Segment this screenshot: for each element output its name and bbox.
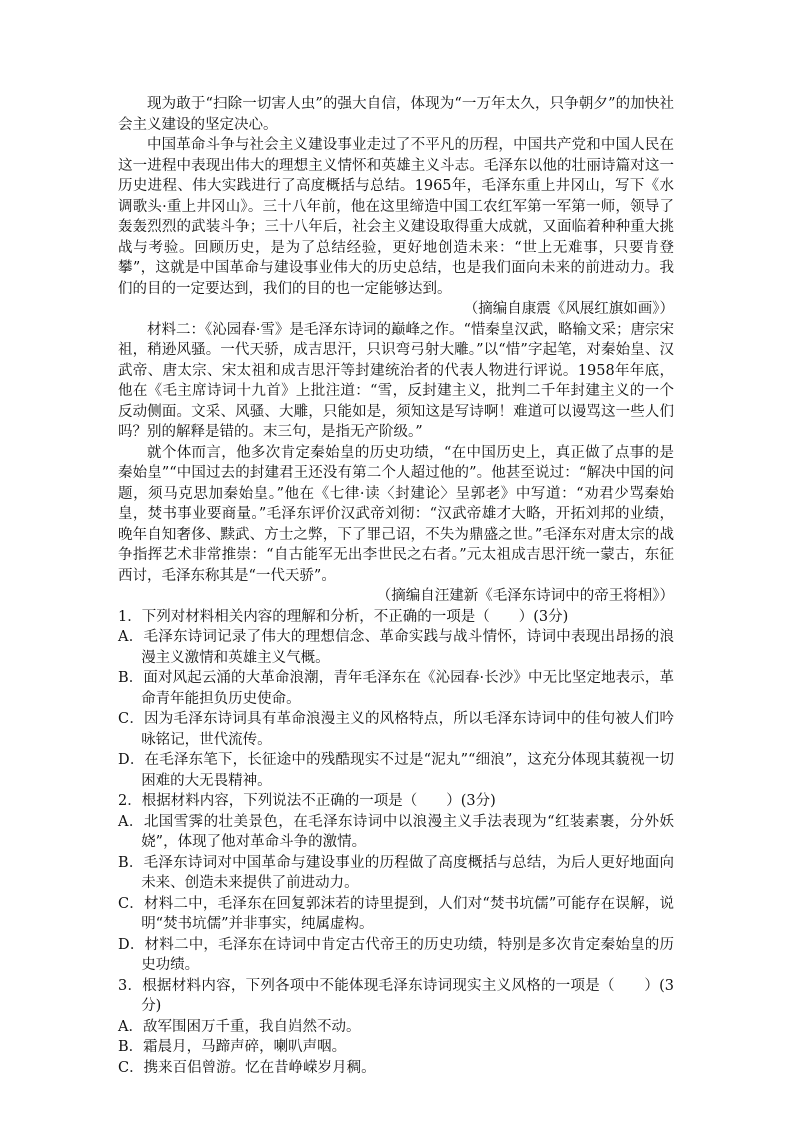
question-option: A．敌军围困万千重，我自岿然不动。 (118, 1018, 361, 1035)
question-stem: 3．根据材料内容，下列各项中不能体现毛泽东诗词现实主义风格的一项是（ ）(3分) (118, 977, 674, 1014)
material2-paragraph-1: 材料二：《沁园春·雪》是毛泽东诗词的巅峰之作。“惜秦皇汉武，略输文采；唐宗宋祖，稍逊风骚。一代天骄，成吉思汗，只识弯弓射大雕。”以“惜”字起笔，对秦始皇、汉武帝、唐太宗、宋太祖和成吉思汗等封建统治者的代表人物进行评说。1958年年底，他在《毛主席诗词十九首》上批注道：“雪，反封建主义，批判二千年封建主义的一个反动侧面。文采、风骚、大雕，只能如是，须知这是写诗啊！难道可以谩骂这一些人们吗？别的解释是错的。末三句，是指无产阶级。” (118, 321, 674, 440)
question-option: C．因为毛泽东诗词具有革命浪漫主义的风格特点，所以毛泽东诗词中的佳句被人们吟咏铭记，世代流传。 (118, 711, 674, 748)
material2-source: （摘编自汪建新《毛泽东诗词中的帝王将相》） (376, 588, 674, 604)
question-2 (118, 791, 674, 976)
material1-paragraph-2: 中国革命斗争与社会主义建设事业走过了不平凡的历程，中国共产党和中国人民在这一进程中表现出伟大的理想主义情怀和英雄主义斗志。毛泽东以他的壮丽诗篇对这一历史进程、伟大实践进行了高度概括与总结。1965年，毛泽东重上井冈山，写下《水调歌头·重上井冈山》。三十八年前，他在这里缔造中国工农红军第一军第一师，领导了轰轰烈烈的武装斗争；三十八年后，社会主义建设取得重大成就，又面临着种种重大挑战与考验。回顾历史，是为了总结经验，更好地创造未来：“世上无难事，只要肯登攀”，这就是中国革命与建设事业伟大的历史总结，也是我们面向未来的前进动力。我们的目的一定要达到，我们的目的也一定能够达到。 (118, 137, 674, 297)
material1-source: （摘编自康震《风展红旗如画》） (463, 301, 674, 317)
question-option: A．毛泽东诗词记录了伟大的理想信念、革命实践与战斗情怀，诗词中表现出昂扬的浪漫主义激情和英雄主义气概。 (118, 629, 674, 666)
material1-paragraph-1: 现为敢于“扫除一切害人虫”的强大自信，体现为“一万年太久，只争朝夕”的加快社会主义建设的坚定决心。 (118, 96, 674, 133)
question-option: B．毛泽东诗词对中国革命与建设事业的历程做了高度概括与总结，为后人更好地面向未来、创造未来提供了前进动力。 (118, 854, 674, 891)
question-stem: 2．根据材料内容，下列说法不正确的一项是（ ）(3分) (118, 793, 496, 809)
question-3 (118, 976, 674, 1079)
question-option: D．材料二中，毛泽东在诗词中肯定古代帝王的历史功绩，特别是多次肯定秦始皇的历史功绩。 (118, 936, 674, 973)
question-1 (118, 607, 674, 792)
question-option: B．面对风起云涌的大革命浪潮，青年毛泽东在《沁园春·长沙》中无比坚定地表示，革命青年能担负历史使命。 (118, 670, 674, 707)
question-option: A．北国雪霁的壮美景色，在毛泽东诗词中以浪漫主义手法表现为“红装素裹，分外妖娆”，体现了他对革命斗争的激情。 (118, 813, 674, 850)
question-option: C．材料二中，毛泽东在回复郭沫若的诗里提到，人们对“焚书坑儒”可能存在误解，说明“焚书坑儒”并非事实，纯属虚构。 (118, 895, 674, 932)
question-option: D．在毛泽东笔下，长征途中的残酷现实不过是“泥丸”“细浪”，这充分体现其藐视一切困难的大无畏精神。 (118, 752, 674, 789)
question-option: B．霜晨月，马蹄声碎，喇叭声咽。 (118, 1039, 347, 1055)
question-option: C．携来百侣曾游。忆在昔峥嵘岁月稠。 (118, 1059, 376, 1076)
document-page (118, 94, 674, 1078)
material2-paragraph-2: 就个体而言，他多次肯定秦始皇的历史功绩，“在中国历史上，真正做了点事的是秦始皇”“中国过去的封建君王还没有第二个人超过他的”。他甚至说过：“解决中国的问题，须马克思加秦始皇。”他在《七律·读〈封建论〉呈郭老》中写道：“劝君少骂秦始皇，焚书事业要商量。”毛泽东评价汉武帝刘彻：“汉武帝雄才大略，开拓刘邦的业绩，晚年自知奢侈、黩武、方士之弊，下了罪己诏，不失为鼎盛之世。”毛泽东对唐太宗的战争指挥艺术非常推崇：“自古能军无出李世民之右者。”元太祖成吉思汗统一蒙古，东征西讨，毛泽东称其是“一代天骄”。 (118, 444, 674, 584)
question-stem: 1．下列对材料相关内容的理解和分析，不正确的一项是（ ）(3分) (118, 608, 569, 625)
